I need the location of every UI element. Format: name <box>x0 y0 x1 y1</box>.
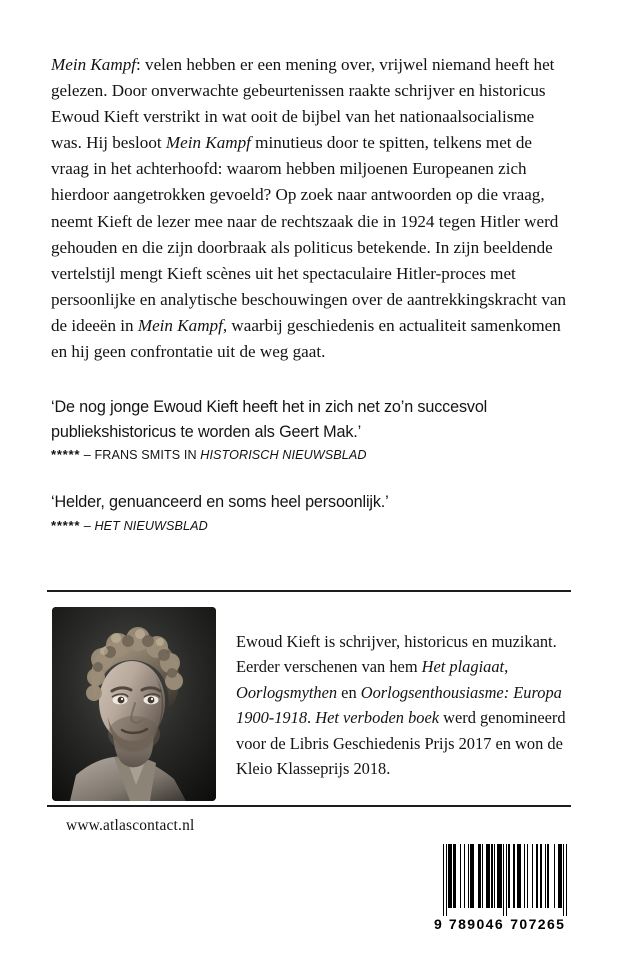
review-item <box>51 395 571 465</box>
blurb-title-2: Mein Kampf <box>165 133 251 153</box>
blurb-body-2: minutieus door te spitten, telkens met de vraag in het achterhoofd: waarom hebben miljoenen Europeanen zich hierdoor aangetrokken gevoeld? Op zoek naar antwoorden op die vraag, neemt Kieft de lezer mee naar de rechtszaak die in 1924 tegen Hitler werd gehouden en die zijn doorbraak als politicus betekende. In zijn beeldende vertelstijl mengt Kieft scènes uit het spectaculaire Hitler-proces met persoonlijke en analytische beschouwingen over de aantrekkingskracht van de ideeën in <box>51 133 567 335</box>
bio-text-4: . <box>307 708 316 728</box>
bio-text-2: , <box>504 657 509 677</box>
credit-publication: HISTORISCH NIEUWSBLAD <box>200 448 367 462</box>
credit-publication: HET NIEUWSBLAD <box>94 518 208 533</box>
isbn-barcode <box>434 840 572 944</box>
publisher-website-url[interactable]: www.atlascontact.nl <box>66 817 195 834</box>
author-portrait-photo <box>52 607 216 801</box>
barcode-bars <box>443 844 567 916</box>
divider-top <box>47 590 571 592</box>
divider-bottom <box>47 805 571 807</box>
reviews-section <box>51 395 571 553</box>
blurb-text <box>51 52 569 365</box>
bio-title-2: Oorlogsmythen <box>236 682 338 702</box>
author-bio-text <box>236 629 570 781</box>
barcode-right-group: 707265 <box>510 916 566 932</box>
bio-title-1: Het plagiaat <box>421 657 505 677</box>
review-credit <box>51 445 571 465</box>
blurb-body-3: , waarbij geschiedenis en actualiteit samenkomen en hij geen confrontatie uit de weg gaat. <box>51 315 561 362</box>
blurb-title-3: Mein Kampf <box>137 315 223 335</box>
barcode-lead-digit: 9 <box>434 916 442 932</box>
barcode-digits <box>434 916 567 932</box>
review-quote: ‘Helder, genuanceerd en soms heel persoonlijk.’ <box>51 493 389 511</box>
review-item <box>51 490 571 536</box>
star-rating: ***** <box>51 447 81 462</box>
credit-reviewer: FRANS SMITS IN <box>94 448 201 462</box>
credit-dash: – <box>80 518 95 533</box>
bio-text-3: en <box>337 682 361 702</box>
blurb-body-1: : velen hebben er een mening over, vrijwel niemand heeft het gelezen. Door onverwachte gebeurtenissen raakte schrijver en historicus Ewoud Kieft verstrikt in wat ooit de bijbel van het nationaalsocialisme was. Hij besloot <box>51 55 555 153</box>
bio-title-3: Oorlogsenthousiasme: Europa 1900-1918 <box>236 682 562 728</box>
review-quote: ‘De nog jonge Ewoud Kieft heeft het in zich net zo’n succesvol publiekshistoricus te worden als Geert Mak.’ <box>51 398 488 441</box>
author-portrait-image <box>52 607 216 801</box>
bio-text-5: werd genomineerd voor de Libris Geschiedenis Prijs 2017 en won de Kleio Klasseprijs 2018. <box>236 708 566 779</box>
star-rating: ***** <box>51 517 81 533</box>
credit-dash: – <box>80 448 95 462</box>
blurb-paragraph <box>51 52 569 365</box>
bio-text-1: Ewoud Kieft is schrijver, historicus en muzikant. Eerder verschenen van hem <box>236 632 557 677</box>
barcode-left-group: 789046 <box>448 916 505 932</box>
review-credit <box>51 516 571 536</box>
blurb-title-1: Mein Kampf <box>51 55 136 74</box>
bio-title-4: Het verboden boek <box>315 708 440 728</box>
